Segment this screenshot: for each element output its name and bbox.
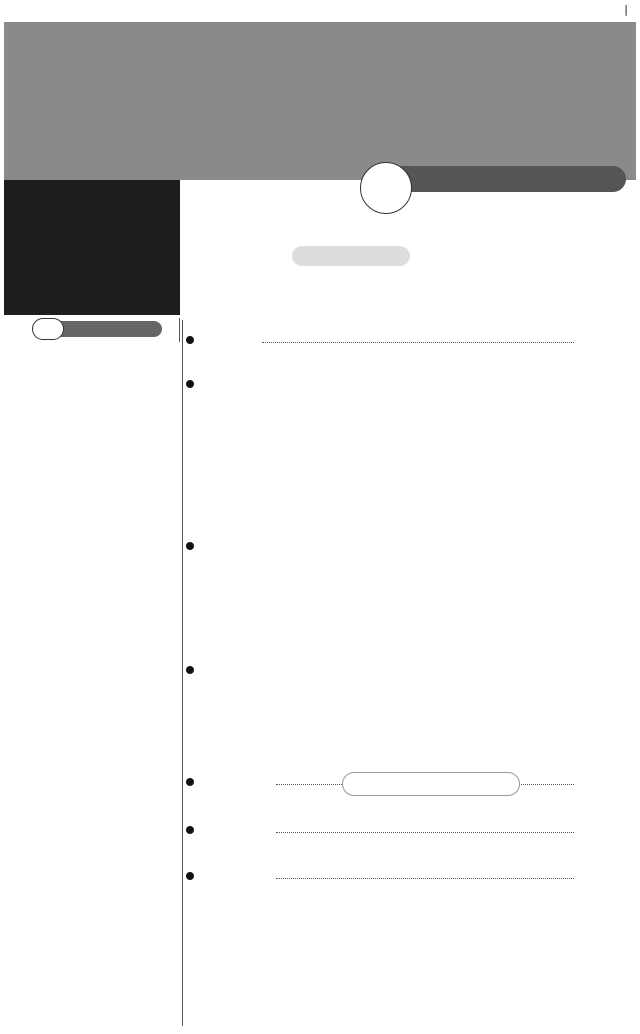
order-sermon [186, 662, 200, 678]
column-divider [182, 320, 183, 1026]
senior-pastor [30, 244, 36, 262]
dot-leader [262, 342, 574, 343]
bullet-icon [186, 380, 194, 388]
order-praise [186, 332, 200, 348]
bullet-icon [186, 542, 194, 550]
order-special [186, 538, 200, 554]
dot-leader [276, 878, 574, 879]
order-prayer [186, 376, 200, 392]
service-header [360, 162, 632, 196]
service-time-label [292, 246, 410, 266]
order-offering-prayer [186, 822, 200, 838]
seobinggo-section [4, 318, 180, 342]
bullet-icon [186, 826, 194, 834]
campus-badge [360, 162, 412, 214]
issue-header: | [624, 3, 628, 16]
campus-badge [32, 318, 64, 340]
banner [4, 22, 636, 180]
bullet-icon [186, 336, 194, 344]
bullet-icon [186, 778, 194, 786]
offering-song-title [342, 772, 520, 796]
bullet-icon [186, 666, 194, 674]
order-offering-song [186, 774, 200, 790]
church-logo-block [4, 180, 180, 315]
bullet-icon [186, 872, 194, 880]
dot-leader [276, 832, 574, 833]
order-blessing [186, 868, 200, 884]
